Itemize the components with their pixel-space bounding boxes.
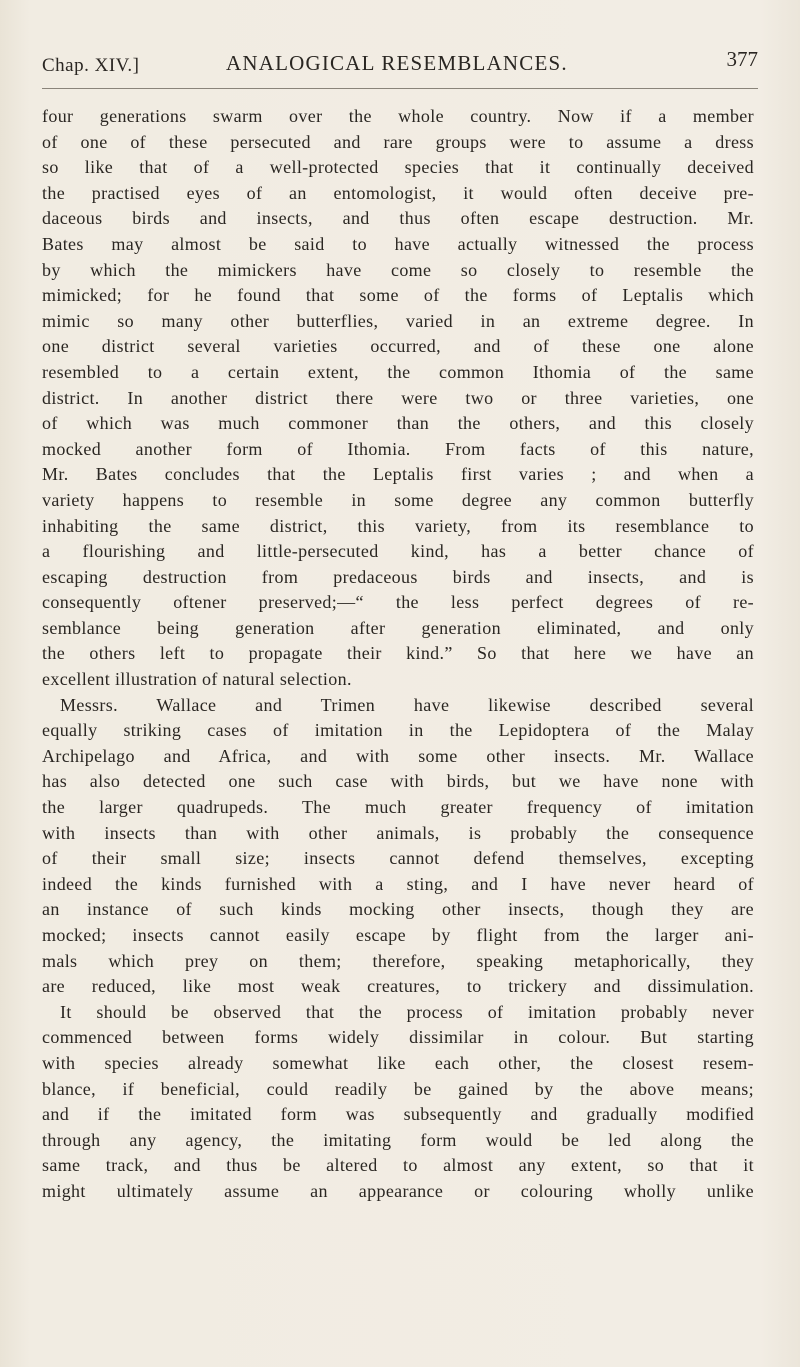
- text-line: through any agency, the imitating form would be led along the: [42, 1129, 754, 1150]
- chapter-label: Chap. XIV.]: [42, 55, 140, 76]
- text-line: district. In another district there were two or three varieties, one: [42, 387, 754, 408]
- text-line: so like that of a well-protected species that it continually deceived: [42, 157, 754, 178]
- text-line: mocked another form of Ithomia. From facts of this nature,: [42, 438, 754, 459]
- text-line: Archipelago and Africa, and with some other insects. Mr. Wallace: [42, 745, 754, 766]
- text-line: semblance being generation after generation eliminated, and only: [42, 617, 754, 638]
- text-line: of which was much commoner than the others, and this closely: [42, 413, 754, 434]
- body-text: [42, 104, 754, 1205]
- text-line: mimic so many other butterflies, varied in an extreme degree. In: [42, 310, 754, 331]
- text-line: Bates may almost be said to have actually witnessed the process: [42, 233, 754, 254]
- text-line: an instance of such kinds mocking other insects, though they are: [42, 899, 754, 920]
- text-line: by which the mimickers have come so closely to resemble the: [42, 259, 754, 280]
- paragraph-end-line: excellent illustration of natural selection.: [42, 669, 352, 690]
- text-line: with species already somewhat like each other, the closest resem-: [42, 1052, 754, 1073]
- text-line: Mr. Bates concludes that the Leptalis first varies ; and when a: [42, 464, 754, 485]
- text-line: consequently oftener preserved;—“ the less perfect degrees of re-: [42, 592, 754, 613]
- text-line: four generations swarm over the whole country. Now if a member: [42, 106, 754, 126]
- text-line: same track, and thus be altered to almost any extent, so that it: [42, 1155, 754, 1176]
- text-line: one district several varieties occurred, and of these one alone: [42, 336, 754, 357]
- paragraph-start-line: Messrs. Wallace and Trimen have likewise described several: [60, 694, 754, 715]
- text-line: blance, if beneficial, could readily be gained by the above means;: [42, 1078, 754, 1099]
- paragraph-start-line: It should be observed that the process of imitation probably never: [60, 1001, 754, 1022]
- text-line: mimicked; for he found that some of the forms of Leptalis which: [42, 285, 754, 306]
- running-head: [40, 47, 760, 81]
- text-line: mocked; insects cannot easily escape by flight from the larger ani-: [42, 925, 754, 945]
- text-line: equally striking cases of imitation in the Lepidoptera of the Malay: [42, 720, 754, 741]
- text-line: a flourishing and little-persecuted kind, has a better chance of: [42, 541, 754, 562]
- text-line: daceous birds and insects, and thus often escape destruction. Mr.: [42, 208, 754, 229]
- page-number: 377: [726, 47, 758, 71]
- text-line: has also detected one such case with birds, but we have none with: [42, 771, 754, 792]
- text-line: inhabiting the same district, this variety, from its resemblance to: [42, 515, 754, 536]
- text-line: with insects than with other animals, is probably the consequence: [42, 822, 754, 843]
- text-line: might ultimately assume an appearance or colouring wholly unlike: [42, 1180, 754, 1201]
- text-line: variety happens to resemble in some degree any common butterfly: [42, 489, 754, 510]
- text-line: of one of these persecuted and rare groups were to assume a dress: [42, 131, 754, 152]
- text-line: commenced between forms widely dissimilar in colour. But starting: [42, 1027, 754, 1048]
- header-rule: [42, 88, 758, 89]
- text-line: the larger quadrupeds. The much greater frequency of imitation: [42, 797, 754, 818]
- text-line: and if the imitated form was subsequently and gradually modified: [42, 1104, 754, 1125]
- text-line: indeed the kinds furnished with a sting, and I have never heard of: [42, 873, 754, 894]
- text-line: the others left to propagate their kind.” So that here we have an: [42, 643, 754, 664]
- text-line: of their small size; insects cannot defend themselves, excepting: [42, 848, 754, 869]
- text-line: are reduced, like most weak creatures, to trickery and dissimulation.: [42, 976, 754, 997]
- text-line: mals which prey on them; therefore, speaking metaphorically, they: [42, 950, 754, 971]
- running-title: ANALOGICAL RESEMBLANCES.: [226, 51, 568, 75]
- text-line: escaping destruction from predaceous birds and insects, and is: [42, 566, 754, 587]
- text-line: the practised eyes of an entomologist, it would often deceive pre-: [42, 182, 754, 203]
- text-line: resembled to a certain extent, the common Ithomia of the same: [42, 361, 754, 382]
